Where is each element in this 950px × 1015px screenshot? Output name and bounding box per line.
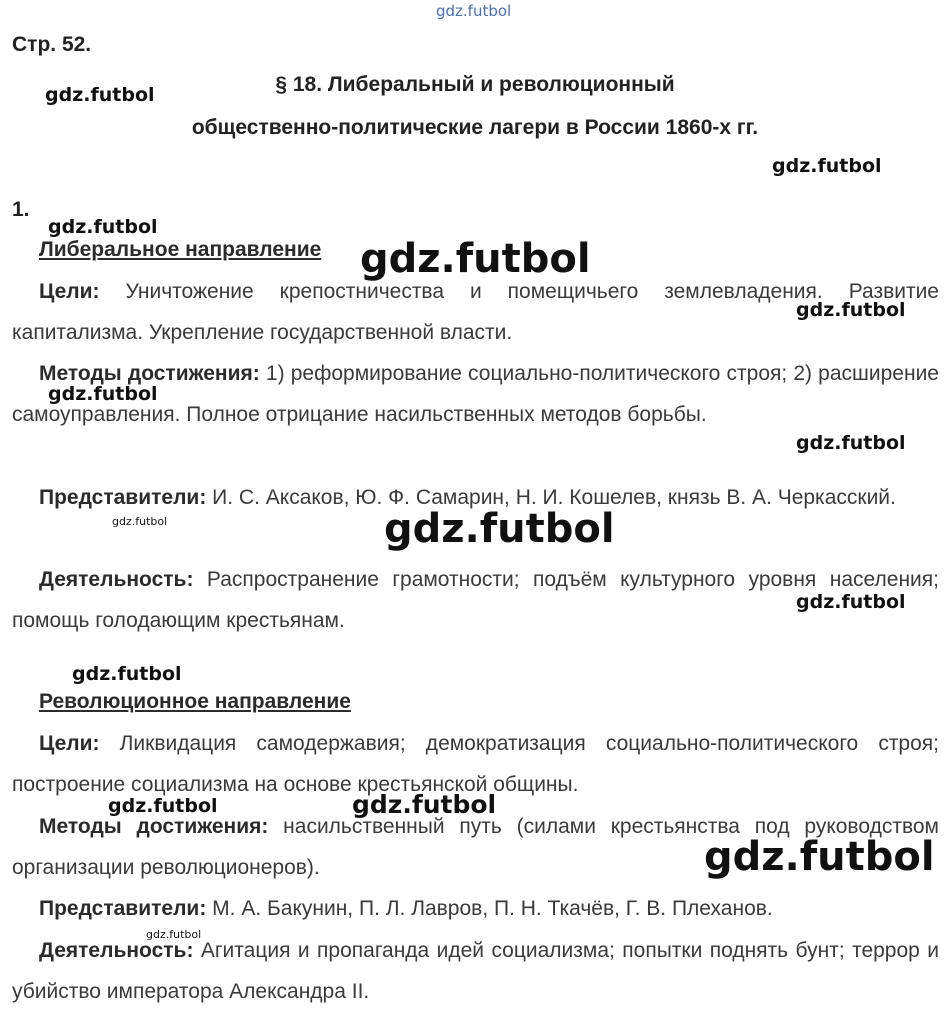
revolutionary-representatives [12, 888, 939, 929]
watermark-text: gdz.futbol [352, 790, 497, 819]
watermark-text: gdz.futbol [796, 591, 906, 613]
liberal-heading: Либеральное направление [39, 238, 322, 261]
activity-text: Распространение грамотности; подъём культурного уровня населения; помощь голодающим крестьянам. [12, 568, 939, 632]
watermark-text: gdz.futbol [772, 155, 882, 177]
methods-text: 1) реформирование социально-политического строя; 2) расширение самоуправления. Полное отрицание насильственных методов борьбы. [12, 362, 939, 426]
goals-label: Цели: [39, 280, 100, 303]
methods-label: Методы достижения: [39, 362, 260, 385]
activity-label: Деятельность: [39, 568, 194, 591]
representatives-text: И. С. Аксаков, Ю. Ф. Самарин, Н. И. Кошелев, князь В. А. Черкасский. [206, 486, 896, 509]
watermark-text: gdz.futbol [436, 2, 512, 20]
task-number: 1. [12, 198, 30, 221]
watermark-text: gdz.futbol [112, 515, 168, 528]
activity-text: Агитация и пропаганда идей социализма; попытки поднять бунт; террор и убийство императора Александра II. [12, 939, 939, 1003]
watermark-text: gdz.futbol [108, 795, 218, 817]
watermark-text: gdz.futbol [796, 299, 906, 321]
goals-label: Цели: [39, 732, 100, 755]
watermark-text: gdz.futbol [704, 834, 935, 880]
revolutionary-activity [12, 930, 939, 1012]
watermark-text: gdz.futbol [72, 663, 182, 685]
watermark-text: gdz.futbol [45, 84, 155, 106]
watermark-text: gdz.futbol [796, 432, 906, 454]
watermark-text: gdz.futbol [48, 383, 158, 405]
representatives-label: Представители: [39, 486, 207, 509]
section-title-line1: § 18. Либеральный и революционный [275, 73, 675, 96]
representatives-label: Представители: [39, 897, 207, 920]
page-label: Стр. 52. [12, 33, 92, 56]
goals-text: Ликвидация самодержавия; демократизация социально-политического строя; построение социализма на основе крестьянской общины. [12, 732, 939, 796]
watermark-text: gdz.futbol [48, 216, 158, 238]
activity-label: Деятельность: [39, 939, 194, 962]
watermark-text: gdz.futbol [360, 236, 591, 282]
section-title-line2: общественно-политические лагери в России 1860-х гг. [191, 116, 759, 139]
goals-text: Уничтожение крепостничества и помещичьего землевладения. Развитие капитализма. Укрепление государственной власти. [12, 280, 939, 344]
methods-label: Методы достижения: [39, 815, 269, 838]
revolutionary-heading: Революционное направление [39, 690, 351, 713]
methods-text: насильственный путь (силами крестьянства под руководством организации революционеров). [12, 815, 939, 879]
watermark-text: gdz.futbol [384, 506, 615, 552]
watermark-text: gdz.futbol [146, 928, 202, 941]
representatives-text: М. А. Бакунин, П. Л. Лавров, П. Н. Ткачёв, Г. В. Плеханов. [206, 897, 773, 920]
